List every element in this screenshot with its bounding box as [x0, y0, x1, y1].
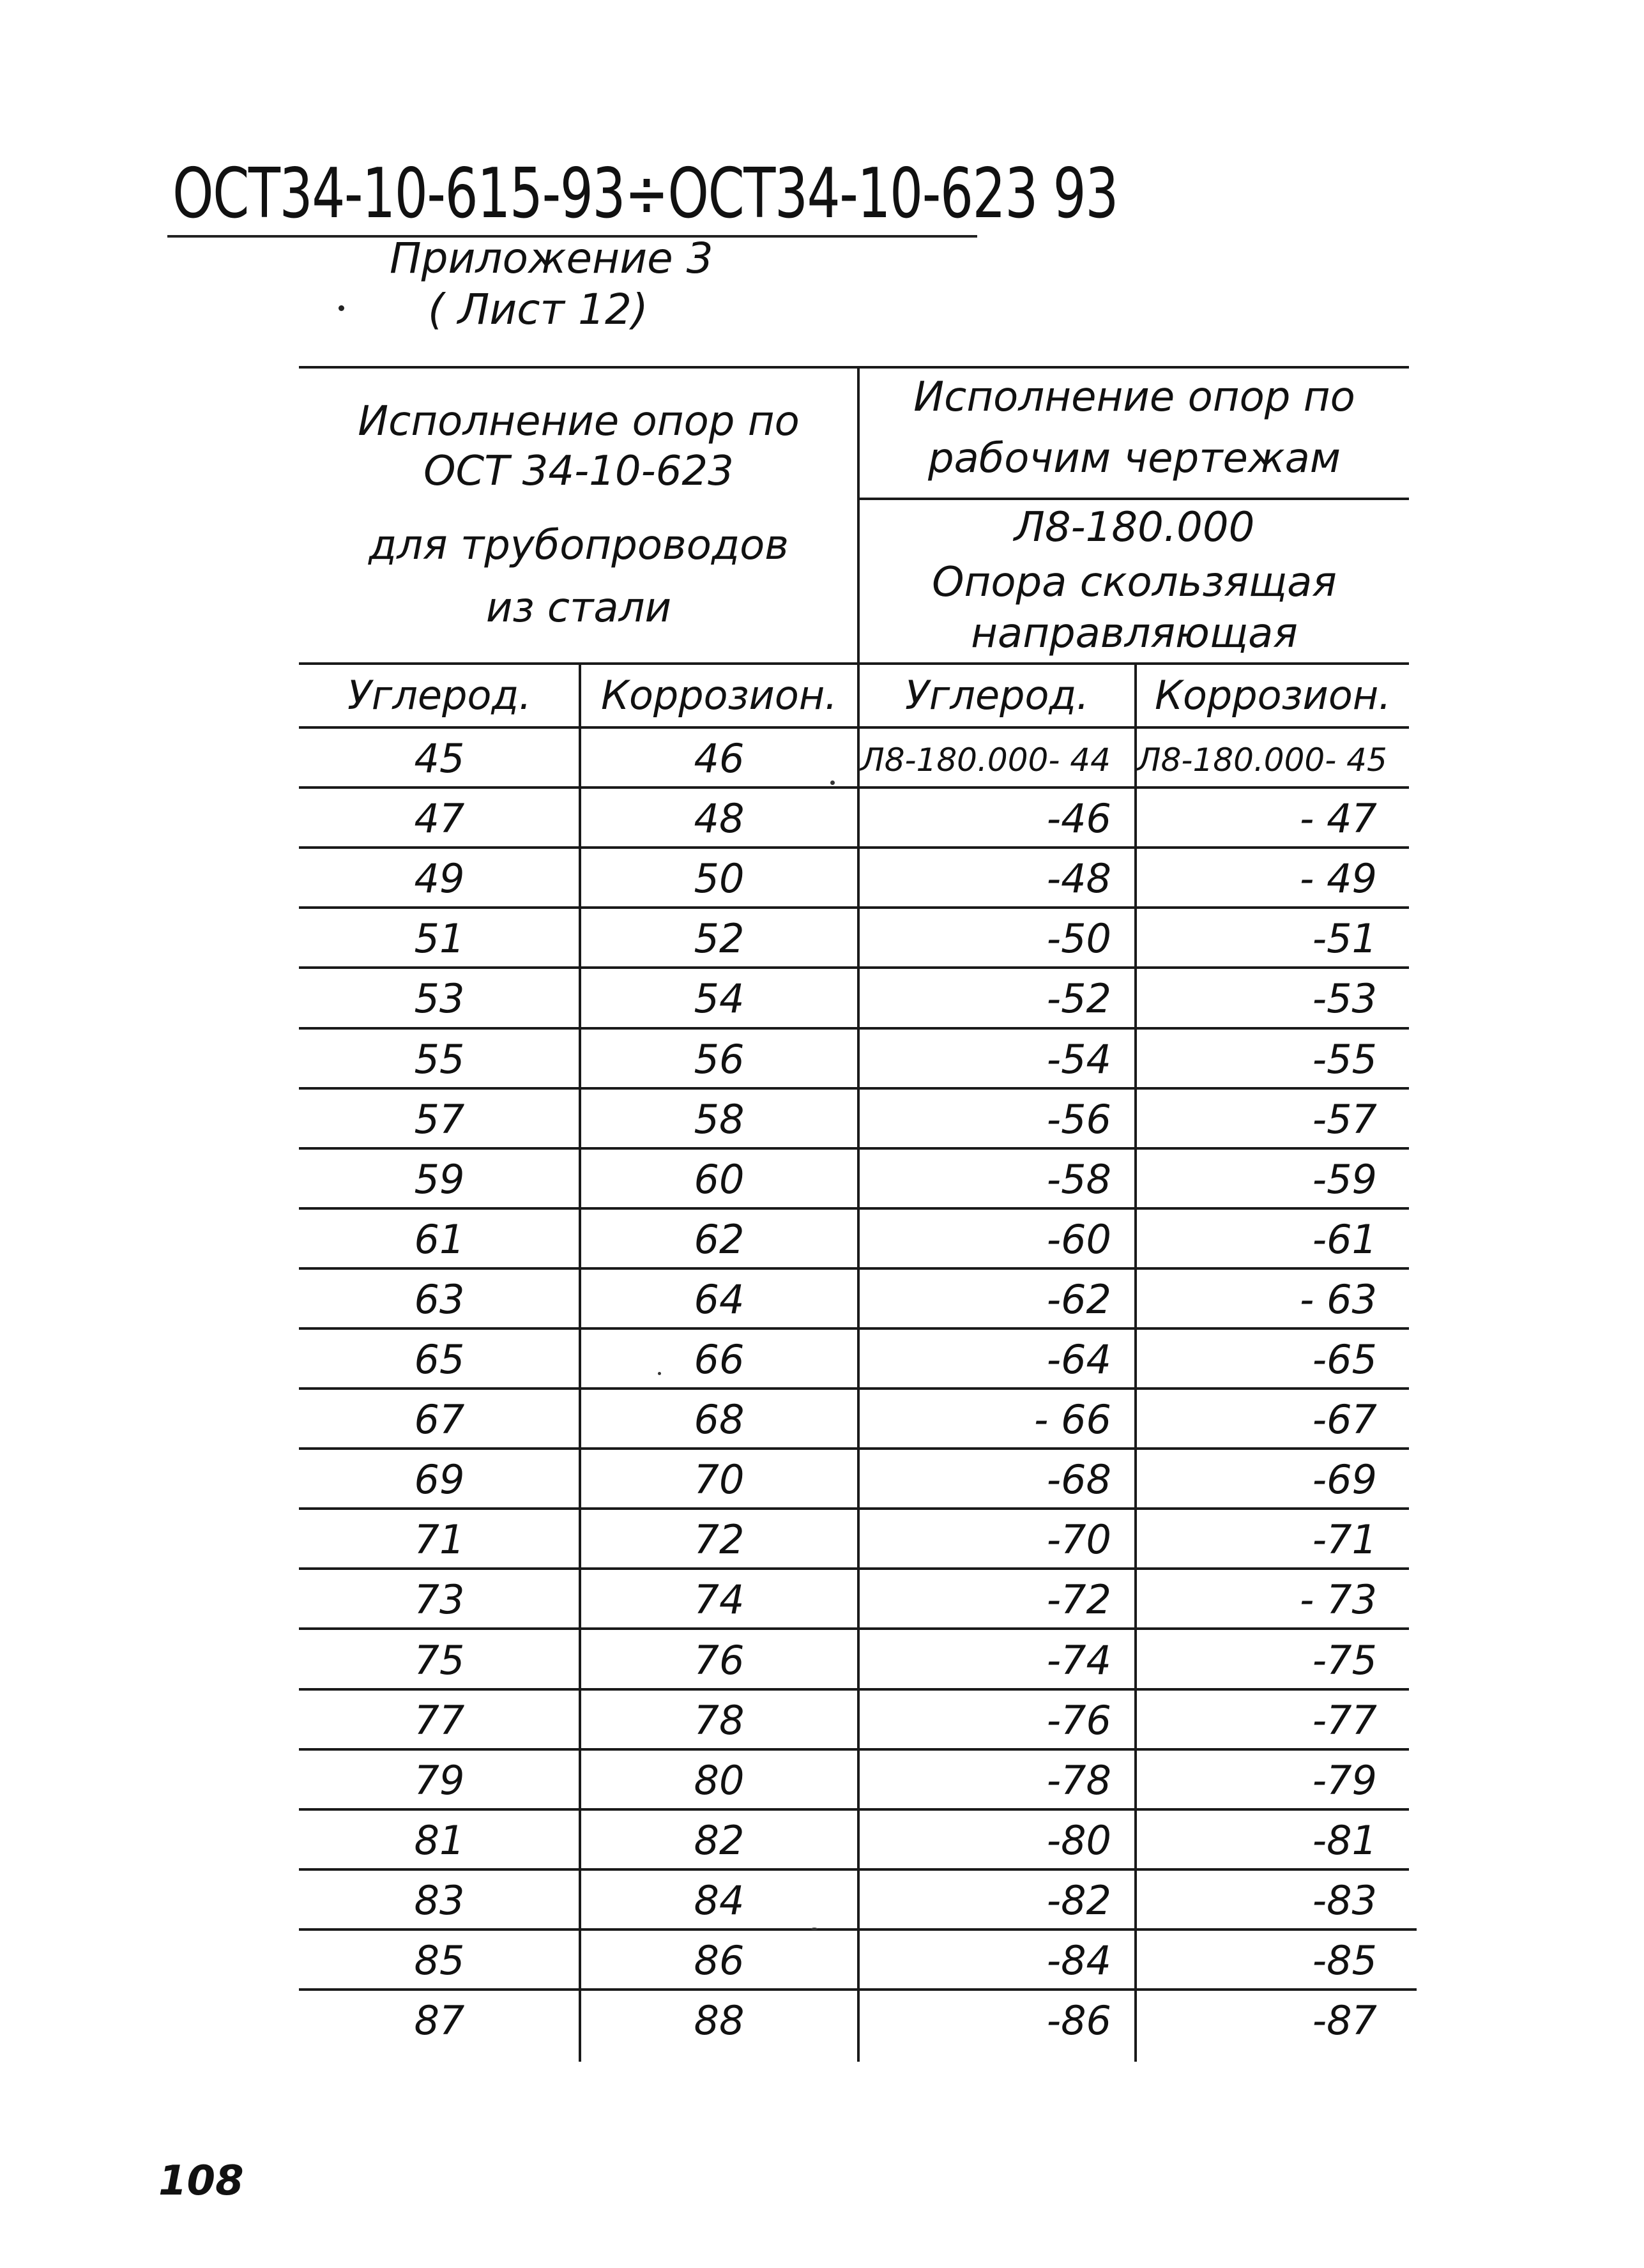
cell-carbon-ost: 77: [414, 1696, 465, 1744]
row-separator: [299, 786, 1409, 789]
cell-corrosion-drawing: -71: [1312, 1516, 1377, 1564]
cell-carbon-drawing: -62: [1046, 1275, 1111, 1323]
cell-carbon-drawing: -46: [1046, 795, 1111, 842]
cell-corrosion-drawing: - 63: [1300, 1275, 1377, 1323]
row-separator: [299, 1627, 1409, 1630]
cell-carbon-ost: 81: [414, 1816, 465, 1864]
cell-corrosion-ost: 78: [694, 1696, 745, 1744]
left-group-line1: Исполнение опор по: [358, 398, 800, 445]
cell-corrosion-drawing: -79: [1312, 1756, 1377, 1804]
cell-corrosion-ost: 82: [694, 1816, 745, 1864]
row-separator: [299, 1567, 1409, 1570]
cell-carbon-ost: 69: [414, 1456, 465, 1503]
cell-corrosion-ost: 58: [694, 1095, 745, 1143]
row-separator: [299, 846, 1409, 849]
cell-carbon-drawing: -82: [1046, 1876, 1111, 1924]
cell-corrosion-drawing: -59: [1312, 1155, 1377, 1203]
column-header-corrosion-ost: Коррозион.: [600, 672, 838, 719]
row-separator: [299, 1988, 1417, 1991]
cell-carbon-ost: 71: [414, 1516, 465, 1564]
document-code: ОСТ34-10-615-93÷ОСТ34-10-623 93: [172, 154, 1118, 234]
cell-corrosion-ost: 66: [694, 1336, 745, 1383]
sheet-label: ( Лист 12): [428, 285, 648, 334]
cell-corrosion-drawing: - 47: [1300, 795, 1377, 842]
cell-carbon-ost: 65: [414, 1336, 465, 1383]
cell-corrosion-drawing: -83: [1312, 1876, 1377, 1924]
cell-carbon-drawing: -56: [1046, 1095, 1111, 1143]
cell-corrosion-drawing: -51: [1312, 915, 1377, 963]
scan-speck: [811, 1928, 818, 1930]
right-group-divider: [858, 498, 1409, 500]
cell-carbon-drawing: -72: [1046, 1576, 1111, 1624]
cell-corrosion-ost: 80: [694, 1756, 745, 1804]
column-header-corrosion-drawing: Коррозион.: [1154, 672, 1392, 719]
cell-carbon-drawing: -74: [1046, 1636, 1111, 1684]
cell-corrosion-ost: 68: [694, 1396, 745, 1443]
cell-corrosion-drawing: - 49: [1300, 855, 1377, 902]
cell-corrosion-drawing: -65: [1312, 1336, 1377, 1383]
cell-carbon-ost: 85: [414, 1937, 465, 1984]
row-separator: [299, 1868, 1409, 1871]
cell-corrosion-drawing: -57: [1312, 1095, 1377, 1143]
table-top-border: [299, 366, 1409, 369]
cell-corrosion-ost: 70: [694, 1456, 745, 1503]
column-header-bottom-border: [299, 726, 1409, 729]
cell-carbon-drawing: -64: [1046, 1336, 1111, 1383]
cell-carbon-ost: 51: [414, 915, 465, 963]
cell-corrosion-ost: 60: [694, 1155, 745, 1203]
cell-carbon-ost: 73: [414, 1576, 465, 1624]
row-separator: [299, 1327, 1409, 1330]
cell-corrosion-drawing: - 73: [1300, 1576, 1377, 1624]
cell-carbon-ost: 55: [414, 1035, 465, 1083]
row-separator: [299, 1507, 1409, 1510]
row-separator: [299, 906, 1409, 909]
row-separator: [299, 1928, 1417, 1931]
cell-corrosion-ost: 86: [694, 1937, 745, 1984]
page-number: 108: [158, 2158, 244, 2205]
cell-corrosion-drawing: -81: [1312, 1816, 1377, 1864]
row-separator: [299, 1748, 1409, 1751]
cell-corrosion-drawing: -67: [1312, 1396, 1377, 1443]
cell-carbon-drawing: -48: [1046, 855, 1111, 902]
cell-corrosion-ost: 52: [694, 915, 745, 963]
header-bottom-border: [299, 662, 1409, 665]
cell-carbon-drawing: -84: [1046, 1937, 1111, 1984]
cell-corrosion-drawing: -61: [1312, 1215, 1377, 1263]
cell-carbon-ost: 83: [414, 1876, 465, 1924]
cell-corrosion-ost: 54: [694, 975, 745, 1023]
row-separator: [299, 1087, 1409, 1090]
cell-corrosion-ost: 64: [694, 1275, 745, 1323]
cell-carbon-ost: 47: [414, 795, 465, 842]
bullet-mark: [339, 305, 344, 311]
cell-corrosion-ost: 76: [694, 1636, 745, 1684]
cell-corrosion-drawing: -85: [1312, 1937, 1377, 1984]
cell-carbon-drawing: - 66: [1034, 1396, 1111, 1443]
scan-speck: [658, 1372, 661, 1375]
row-separator: [299, 1688, 1409, 1691]
column-header-carbon-drawing: Углерод.: [905, 672, 1089, 719]
row-separator: [299, 1808, 1409, 1811]
left-group-line2: ОСТ 34-10-623: [423, 448, 734, 495]
cell-carbon-drawing: -68: [1046, 1456, 1111, 1503]
cell-carbon-drawing: -78: [1046, 1756, 1111, 1804]
cell-carbon-ost: 63: [414, 1275, 465, 1323]
cell-corrosion-ost: 46: [694, 735, 745, 782]
cell-carbon-drawing: -76: [1046, 1696, 1111, 1744]
cell-carbon-drawing: -50: [1046, 915, 1111, 963]
cell-corrosion-ost: 88: [694, 1997, 745, 2044]
cell-carbon-drawing: -86: [1046, 1997, 1111, 2044]
cell-carbon-ost: 67: [414, 1396, 465, 1443]
cell-carbon-ost: 87: [414, 1997, 465, 2044]
right-group-line1: Исполнение опор по: [913, 374, 1355, 421]
cell-carbon-drawing: -60: [1046, 1215, 1111, 1263]
support-name-line2: направляющая: [971, 610, 1298, 657]
cell-corrosion-drawing: -87: [1312, 1997, 1377, 2044]
cell-carbon-ost: 75: [414, 1636, 465, 1684]
row-separator: [299, 1027, 1409, 1030]
cell-carbon-ost: 59: [414, 1155, 465, 1203]
cell-corrosion-drawing: Л8-180.000- 45: [1137, 742, 1387, 779]
cell-corrosion-drawing: -53: [1312, 975, 1377, 1023]
cell-corrosion-drawing: -75: [1312, 1636, 1377, 1684]
appendix-label: Приложение 3: [390, 234, 713, 283]
cell-corrosion-ost: 48: [694, 795, 745, 842]
column-header-carbon-ost: Углерод.: [347, 672, 531, 719]
cell-carbon-drawing: -52: [1046, 975, 1111, 1023]
cell-carbon-ost: 79: [414, 1756, 465, 1804]
cell-corrosion-drawing: -55: [1312, 1035, 1377, 1083]
cell-carbon-ost: 45: [414, 735, 465, 782]
row-separator: [299, 966, 1409, 969]
cell-carbon-drawing: -70: [1046, 1516, 1111, 1564]
cell-corrosion-ost: 72: [694, 1516, 745, 1564]
cell-corrosion-ost: 50: [694, 855, 745, 902]
cell-carbon-drawing: Л8-180.000- 44: [860, 742, 1111, 779]
scan-speck: [830, 780, 835, 785]
cell-carbon-ost: 49: [414, 855, 465, 902]
cell-corrosion-ost: 62: [694, 1215, 745, 1263]
cell-corrosion-drawing: -77: [1312, 1696, 1377, 1744]
cell-corrosion-ost: 84: [694, 1876, 745, 1924]
row-separator: [299, 1387, 1409, 1390]
cell-carbon-drawing: -54: [1046, 1035, 1111, 1083]
cell-carbon-ost: 57: [414, 1095, 465, 1143]
cell-carbon-ost: 53: [414, 975, 465, 1023]
drawing-code: Л8-180.000: [1014, 504, 1255, 551]
row-separator: [299, 1267, 1409, 1270]
row-separator: [299, 1207, 1409, 1210]
cell-corrosion-ost: 56: [694, 1035, 745, 1083]
cell-corrosion-drawing: -69: [1312, 1456, 1377, 1503]
cell-carbon-drawing: -80: [1046, 1816, 1111, 1864]
left-group-line4: из стали: [485, 584, 672, 632]
support-name-line1: Опора скользящая: [932, 559, 1337, 606]
cell-carbon-ost: 61: [414, 1215, 465, 1263]
cell-corrosion-ost: 74: [694, 1576, 745, 1624]
row-separator: [299, 1147, 1409, 1150]
cell-carbon-drawing: -58: [1046, 1155, 1111, 1203]
right-group-line2: рабочим чертежам: [927, 435, 1341, 482]
left-group-line3: для трубопроводов: [368, 522, 789, 569]
row-separator: [299, 1447, 1409, 1450]
